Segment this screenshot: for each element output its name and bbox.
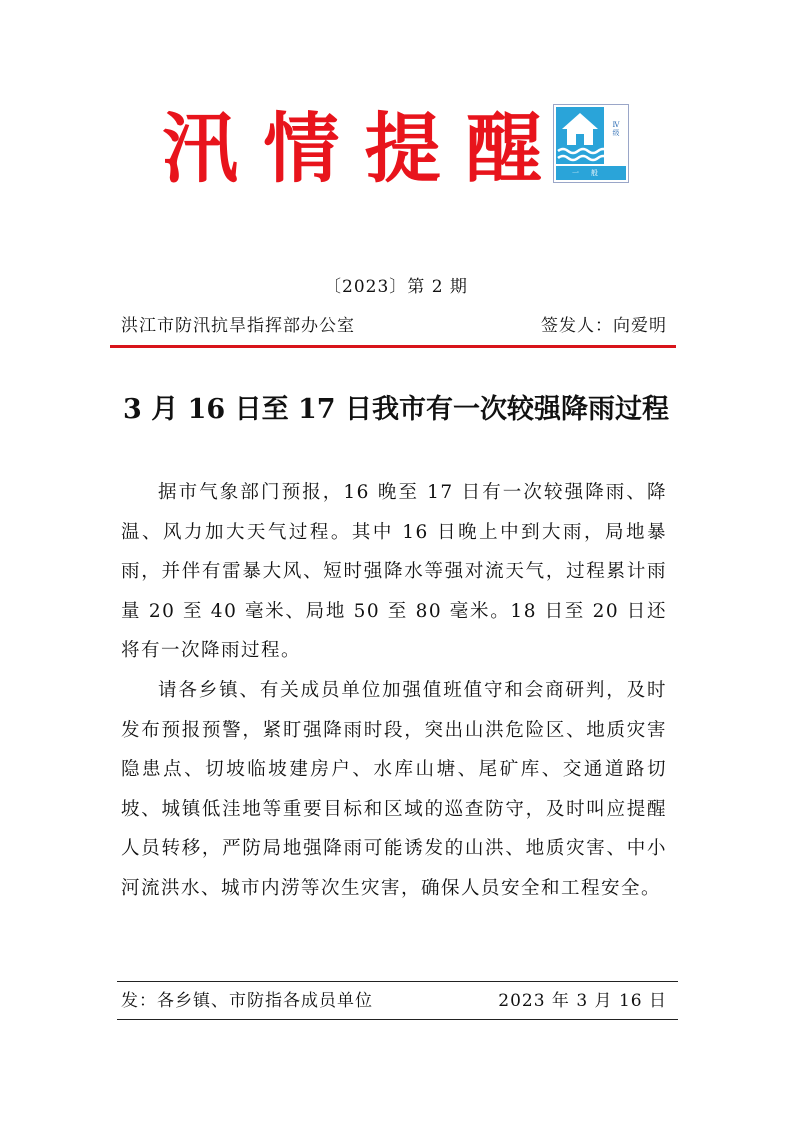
masthead-char: 汛 xyxy=(162,104,238,193)
masthead-char: 醒 xyxy=(465,104,542,193)
document-body xyxy=(121,473,667,909)
masthead-char: 提 xyxy=(364,104,441,193)
issue-date: 2023 年 3 月 16 日 xyxy=(498,991,667,1011)
document-title: 3 月 16 日至 17 日我市有一次较强降雨过程 xyxy=(123,394,669,425)
body-paragraph: 请各乡镇、有关成员单位加强值班值守和会商研判，及时发布预报预警，紧盯强降雨时段，突出山洪危险区、地质灾害隐患点、切坡临坡建房户、水库山塘、尾矿库、交通道路切坡、城镇低洼地等重要目标和区域的巡查防守，及时叫应提醒人员转移，严防局地强降雨可能诱发的山洪、地质灾害、中小河流洪水、城市内涝等次生灾害，确保人员安全和工程安全。 xyxy=(121,679,667,899)
issuing-office: 洪江市防汛抗旱指挥部办公室 xyxy=(121,316,355,336)
warning-level-badge xyxy=(553,104,629,183)
issue-number: 〔2023〕第 2 期 xyxy=(324,277,468,297)
masthead-char: 情 xyxy=(263,104,340,193)
issuer-row xyxy=(121,312,667,340)
badge-level-label: Ⅳ级 xyxy=(612,121,620,136)
red-divider xyxy=(110,345,676,348)
footer-divider-bottom xyxy=(117,1019,678,1020)
badge-level-name: 一般 xyxy=(556,166,626,180)
distribution-recipients: 发：各乡镇、市防指各成员单位 xyxy=(121,991,373,1011)
signer: 签发人：向爱明 xyxy=(541,316,667,336)
house-on-water-icon xyxy=(556,107,604,164)
body-paragraph: 据市气象部门预报，16 晚至 17 日有一次较强降雨、降温、风力加大天气过程。其中 16 日晚上中到大雨，局地暴雨，并伴有雷暴大风、短时强降水等强对流天气，过程累计雨量 20 至 40 毫米、局地 50 至 80 毫米。18 日至 20 日还将有一次降雨过程。 xyxy=(121,482,667,662)
footer-divider-top xyxy=(117,981,678,982)
bulletin-masthead xyxy=(162,104,542,194)
distribution-row xyxy=(121,986,667,1016)
